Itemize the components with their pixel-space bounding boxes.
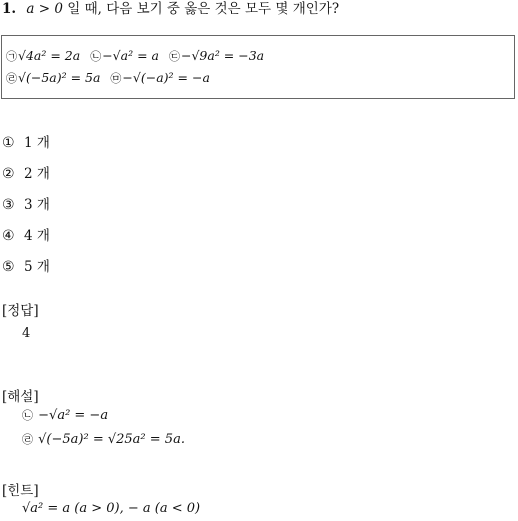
examples-box (1, 35, 515, 99)
answer-label: [정답] (2, 303, 39, 319)
question-number: 1. (2, 1, 17, 17)
choice-text: 1 개 (24, 135, 50, 151)
choice-2[interactable] (2, 164, 50, 195)
choice-3[interactable] (2, 195, 50, 226)
choice-number: ③ (2, 197, 15, 213)
hint-expr: √a² = a (a > 0), − a (a < 0) (22, 501, 201, 516)
example-expr-3: −√9a² = −3a (180, 48, 265, 63)
question-text: 일 때, 다음 보기 중 옳은 것은 모두 몇 개인가? (67, 1, 340, 17)
answer-value: 4 (22, 326, 31, 341)
choice-list (2, 133, 50, 288)
choice-1[interactable] (2, 133, 50, 164)
hint-label: [힌트] (2, 483, 39, 499)
examples-row-1 (6, 48, 264, 64)
example-marker-5: ㉤ (110, 72, 122, 85)
explanation-expr-1: −√a² = −a (38, 408, 109, 423)
question-condition: a > 0 (26, 1, 63, 17)
explanation-line-1 (22, 404, 185, 428)
example-expr-4: √(−5a)² = 5a (18, 70, 101, 85)
example-expr-2: −√a² = a (102, 48, 159, 63)
examples-row-2 (6, 70, 210, 86)
example-marker-1: ㉠ (6, 50, 17, 63)
question-stem (2, 0, 339, 18)
choice-number: ② (2, 166, 15, 182)
choice-text: 5 개 (24, 259, 50, 275)
choice-4[interactable] (2, 226, 50, 257)
explanation-marker-1: ㉡ (22, 409, 33, 422)
example-marker-2: ㉡ (90, 50, 102, 63)
choice-number: ④ (2, 228, 15, 244)
choice-number: ① (2, 135, 15, 151)
choice-text: 3 개 (24, 197, 50, 213)
explanation-label: [해설] (2, 389, 39, 405)
example-marker-4: ㉣ (6, 72, 17, 85)
example-expr-1: √4a² = 2a (18, 48, 81, 63)
explanation-line-2 (22, 428, 185, 452)
explanation-expr-2: √(−5a)² = √25a² = 5a. (38, 432, 185, 447)
choice-text: 2 개 (24, 166, 50, 182)
choice-5[interactable] (2, 257, 50, 288)
example-expr-5: −√(−a)² = −a (122, 70, 210, 85)
choice-number: ⑤ (2, 259, 15, 275)
example-marker-3: ㉢ (168, 50, 180, 63)
choice-text: 4 개 (24, 228, 50, 244)
hint-body (22, 497, 200, 521)
explanation-body (22, 404, 185, 452)
explanation-marker-2: ㉣ (22, 433, 33, 446)
